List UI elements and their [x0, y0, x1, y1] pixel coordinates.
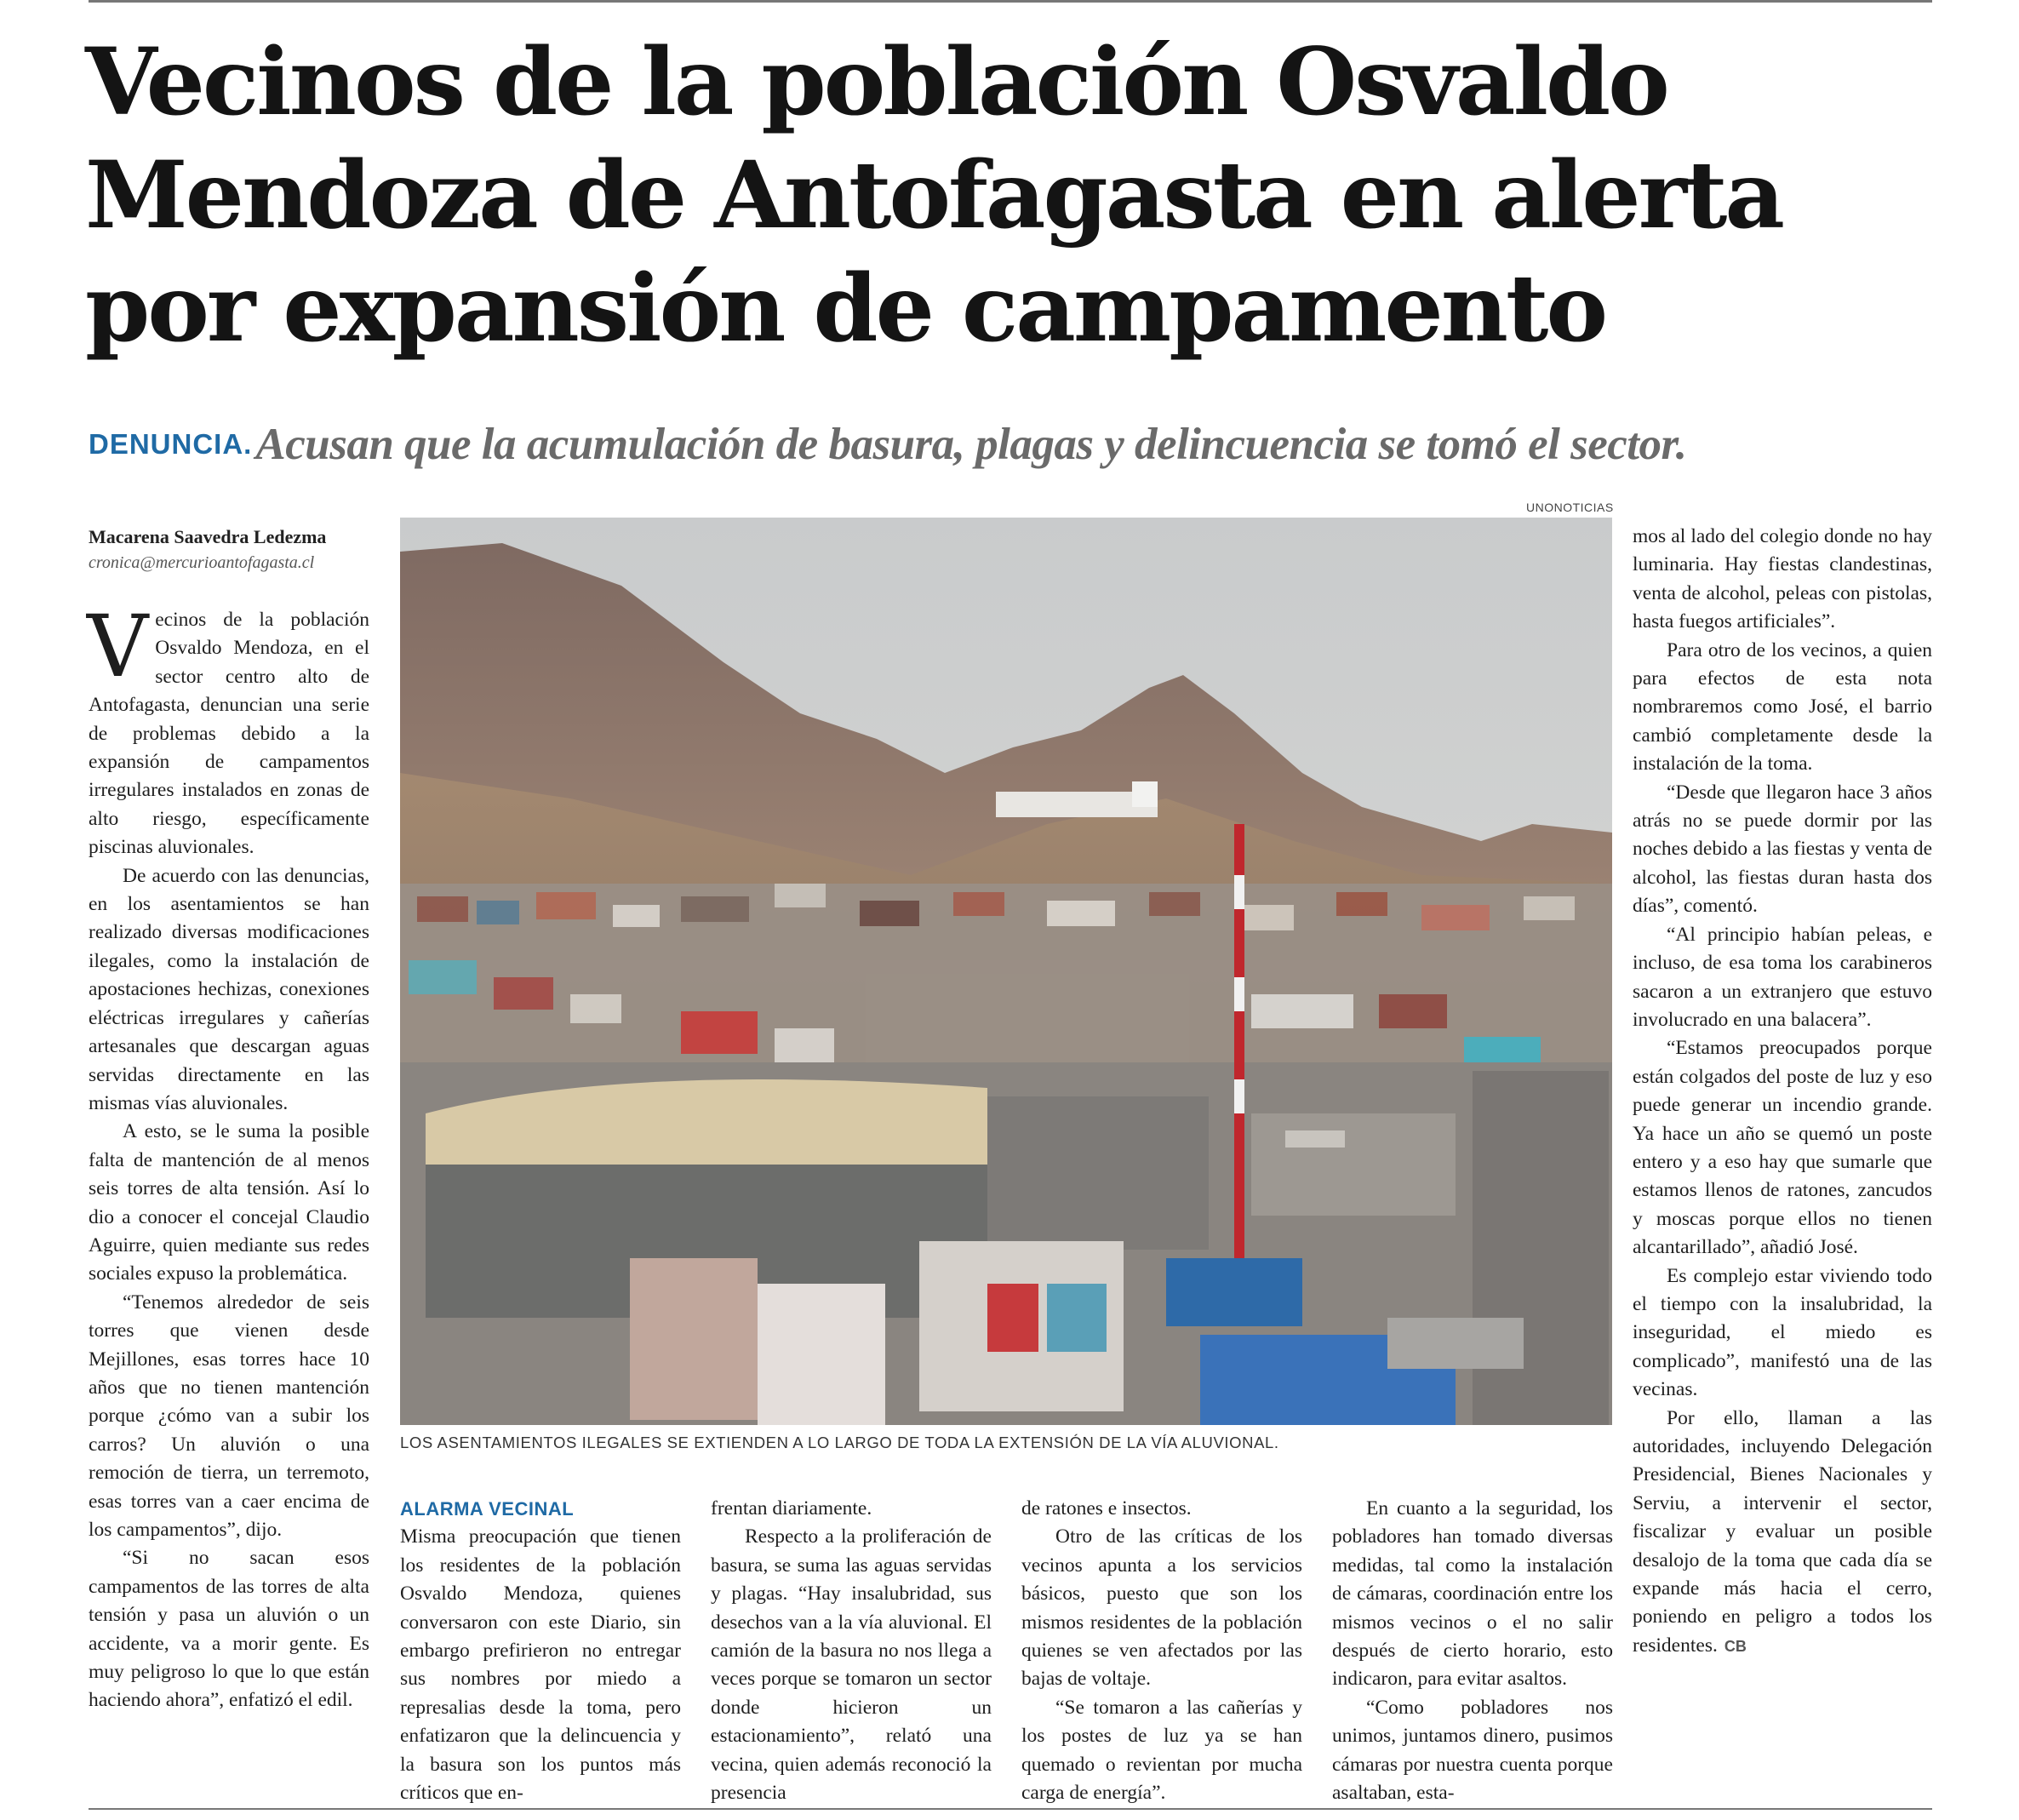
- byline: [89, 524, 369, 575]
- deck-tag: DENUNCIA.: [89, 428, 253, 460]
- paragraph: Es complejo estar viviendo todo el tiempo con la insalubridad, la inseguridad, el miedo es complicado”, manifestó una de las vecinas.: [1633, 1264, 1932, 1401]
- paragraph: “Al principio habían peleas, e incluso, de esa toma los carabineros sacaron a un extranjero que estuvo involucrado en una balacera”.: [1633, 923, 1932, 1031]
- section-subhead: ALARMA VECINAL: [400, 1498, 575, 1520]
- paragraph: “Si no sacan esos campamentos de las torres de alta tensión y pasa un aluvión o un accidente, va a morir gente. Es muy peligroso lo que lo que están haciendo ahora”, enfatizó el edil.: [89, 1547, 369, 1712]
- paragraph: Otro de las críticas de los vecinos apunta a los servicios básicos, puesto que son los mismos residentes de la población quienes se ven afectados por las bajas de voltaje.: [1021, 1525, 1302, 1691]
- paragraph: Por ello, llaman a las autoridades, incluyendo Delegación Presidencial, Bienes Nacionales y Serviu, a intervenir el sector, fiscalizar y evaluar un posible desalojo de la toma que cada día se expande más hacia el cerro, poniendo en peligro a todos los residentes. CB: [1633, 1406, 1932, 1657]
- paragraph: A esto, se le suma la posible falta de mantención de al menos seis torres de alta tensión. Así lo dio a conocer el concejal Claudio Aguirre, quien mediante sus redes sociales expuso la problemática.: [89, 1120, 369, 1285]
- paragraph: “Como pobladores nos unimos, juntamos dinero, pusimos cámaras por nuestra cuenta porque asaltaban, esta-: [1332, 1696, 1613, 1805]
- paragraph: mos al lado del colegio donde no hay luminaria. Hay fiestas clandestinas, venta de alcohol, peleas con pistolas, hasta fuegos artificiales”.: [1633, 525, 1932, 633]
- article-column-4: [1021, 1495, 1302, 1807]
- paragraph: De acuerdo con las denuncias, en los asentamientos se han realizado diversas modificaciones ilegales, como la instalación de apostaciones hechizas, conexiones eléctricas irregulares y cañerías artesanales que descargan aguas servidas directamente en las mismas vías aluvionales.: [89, 864, 369, 1114]
- article-column-5: [1332, 1495, 1613, 1807]
- author-name: Macarena Saavedra Ledezma: [89, 526, 327, 547]
- article-photo: [400, 518, 1612, 1425]
- lead-paragraph: Vecinos de la población Osvaldo Mendoza, en el sector centro alto de Antofagasta, denuncian una serie de problemas debido a la expansión de campamentos irregulares instalados en zonas de alto riesgo, específicamente piscinas aluvionales.: [87, 597, 369, 859]
- paragraph: de ratones e insectos.: [1021, 1497, 1192, 1520]
- article-column-3: [711, 1495, 992, 1807]
- end-mark-icon: CB: [1724, 1637, 1747, 1655]
- photo-credit: UNONOTICIAS: [1526, 501, 1614, 514]
- paragraph: Misma preocupación que tienen los residentes de la población Osvaldo Mendoza, quienes conversaron con este Diario, sin embargo prefirieron no entregar sus nombres por miedo a represalias desde la toma, pero enfatizaron que la delincuencia y la basura son los puntos más críticos que en-: [400, 1525, 681, 1805]
- paragraph: En cuanto a la seguridad, los pobladores han tomado diversas medidas, tal como la instalación de cámaras, coordinación entre los mismos vecinos o el no salir después de cierto horario, esto indicaron, para evitar asaltos.: [1332, 1497, 1613, 1691]
- deck-text: Acusan que la acumulación de basura, plagas y delincuencia se tomó el sector.: [255, 420, 1687, 469]
- top-rule: [89, 0, 1932, 3]
- paragraph: “Estamos preocupados porque están colgados del poste de luz y eso puede generar un incendio grande. Ya hace un año se quemó un poste entero y a eso hay que sumarle que estamos llenos de ratones, zancudos y moscas porque ellos no tienen alcantarillado”, añadió José.: [1633, 1037, 1932, 1259]
- headline-line-2: Mendoza de Antofagasta en alerta: [85, 140, 1783, 249]
- paragraph: Para otro de los vecinos, a quien para efectos de esta nota nombraremos como José, el barrio cambió completamente desde la instalación de la toma.: [1633, 638, 1932, 776]
- article-column-1: [87, 597, 369, 1715]
- headline-line-1: Vecinos de la población Osvaldo: [85, 27, 1667, 136]
- drop-cap: V: [87, 597, 149, 696]
- bottom-rule: [89, 1808, 1932, 1810]
- paragraph: frentan diariamente.: [711, 1497, 872, 1520]
- author-email[interactable]: cronica@mercurioantofagasta.cl: [89, 553, 315, 572]
- article-column-6: [1633, 523, 1932, 1661]
- paragraph: “Desde que llegaron hace 3 años atrás no se puede dormir por las noches debido a las fiestas y venta de alcohol, las fiestas duran hasta dos días”, comentó.: [1633, 781, 1932, 918]
- headline-line-3: por expansión de campamento: [85, 254, 1606, 363]
- deck: [89, 419, 1944, 470]
- headline: [85, 26, 1958, 365]
- article-column-2: [400, 1495, 681, 1807]
- paragraph: Respecto a la proliferación de basura, se suma las aguas servidas y plagas. “Hay insalubridad, sus desechos van a la vía aluvional. El camión de la basura no nos llega a veces porque se tomaron un sector donde hicieron un estacionamiento”, relató una vecina, quien además reconoció la presencia: [711, 1525, 992, 1805]
- photo-caption: LOS ASENTAMIENTOS ILEGALES SE EXTIENDEN A LO LARGO DE TODA LA EXTENSIÓN DE LA VÍA ALUVIONAL.: [400, 1434, 1279, 1451]
- paragraph: “Tenemos alrededor de seis torres que vienen desde Mejillones, esas torres hace 10 años que no tienen mantención porque ¿cómo van a subir los carros? Un aluvión o una remoción de tierra, un terremoto, esas torres van a caer encima de los campamentos”, dijo.: [89, 1291, 369, 1541]
- paragraph: “Se tomaron a las cañerías y los postes de luz ya se han quemado o revientan por mucha carga de energía”.: [1021, 1696, 1302, 1805]
